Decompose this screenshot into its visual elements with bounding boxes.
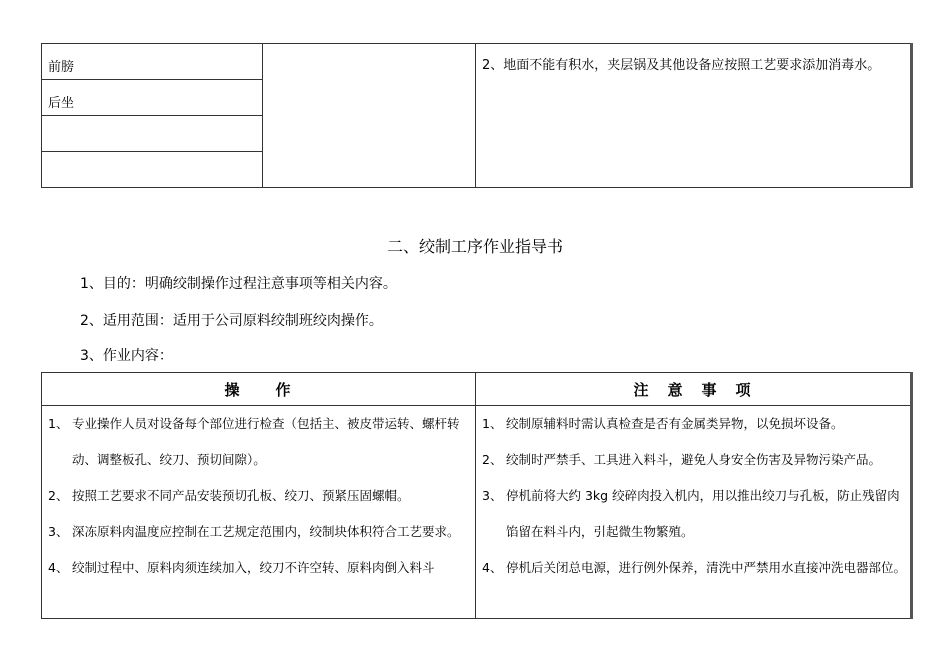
operation-item (48, 406, 473, 478)
section-title: 二、绞制工序作业指导书 (386, 237, 563, 256)
item-number: 3、 (482, 488, 503, 503)
section-item-purpose: 1、目的：明确绞制操作过程注意事项等相关内容。 (80, 276, 397, 292)
item-number: 4、 (482, 560, 503, 575)
item-number: 4、 (48, 560, 69, 575)
item-text: 停机后关闭总电源，进行例外保养，清洗中严禁用水直接冲洗电器部位。 (506, 560, 907, 575)
header-notes: 注 意 事 项 (476, 373, 912, 406)
note-item (482, 442, 908, 478)
notes-cell (476, 406, 912, 619)
operations-cell (42, 406, 476, 619)
item-text: 停机前将大约 3kg 绞碎肉投入机内，用以推出绞刀与孔板，防止残留肉馅留在料斗内，引起微生物繁殖。 (506, 488, 900, 539)
item-number: 1、 (48, 416, 69, 431)
item-number: 1、 (482, 416, 503, 431)
top-table-cell (42, 116, 263, 152)
operation-item (48, 550, 473, 586)
top-table-cell: 后坐 (42, 80, 263, 116)
section-item-scope: 2、适用范围：适用于公司原料绞制班绞肉操作。 (80, 313, 383, 329)
note-item (482, 478, 908, 550)
header-operation: 操 作 (42, 373, 476, 406)
section-item-content: 3、作业内容： (80, 348, 173, 364)
operation-item (48, 478, 473, 514)
work-instruction-table (41, 372, 913, 619)
item-text: 深冻原料肉温度应控制在工艺规定范围内，绞制块体积符合工艺要求。 (72, 524, 460, 539)
item-number: 2、 (48, 488, 69, 503)
item-number: 3、 (48, 524, 69, 539)
note-item (482, 550, 908, 586)
top-table-cell: 前膀 (42, 44, 263, 80)
item-text: 专业操作人员对设备每个部位进行检查（包括主、被皮带运转、螺杆转动、调整板孔、绞刀、预切间隙）。 (72, 416, 460, 467)
note-item (482, 406, 908, 442)
top-table-empty-cell (263, 44, 476, 188)
item-number: 2、 (482, 452, 503, 467)
item-text: 绞制原辅料时需认真检查是否有金属类异物，以免损坏设备。 (506, 416, 844, 431)
top-table-cell (42, 152, 263, 188)
top-table-note: 2、地面不能有积水，夹层锅及其他设备应按照工艺要求添加消毒水。 (476, 44, 912, 188)
item-text: 按照工艺要求不同产品安装预切孔板、绞刀、预紧压固螺帽。 (72, 488, 410, 503)
item-text: 绞制时严禁手、工具进入料斗，避免人身安全伤害及异物污染产品。 (506, 452, 882, 467)
top-table (41, 43, 913, 188)
item-text: 绞制过程中、原料肉须连续加入，绞刀不许空转、原料肉倒入料斗 (72, 560, 435, 575)
operation-item (48, 514, 473, 550)
